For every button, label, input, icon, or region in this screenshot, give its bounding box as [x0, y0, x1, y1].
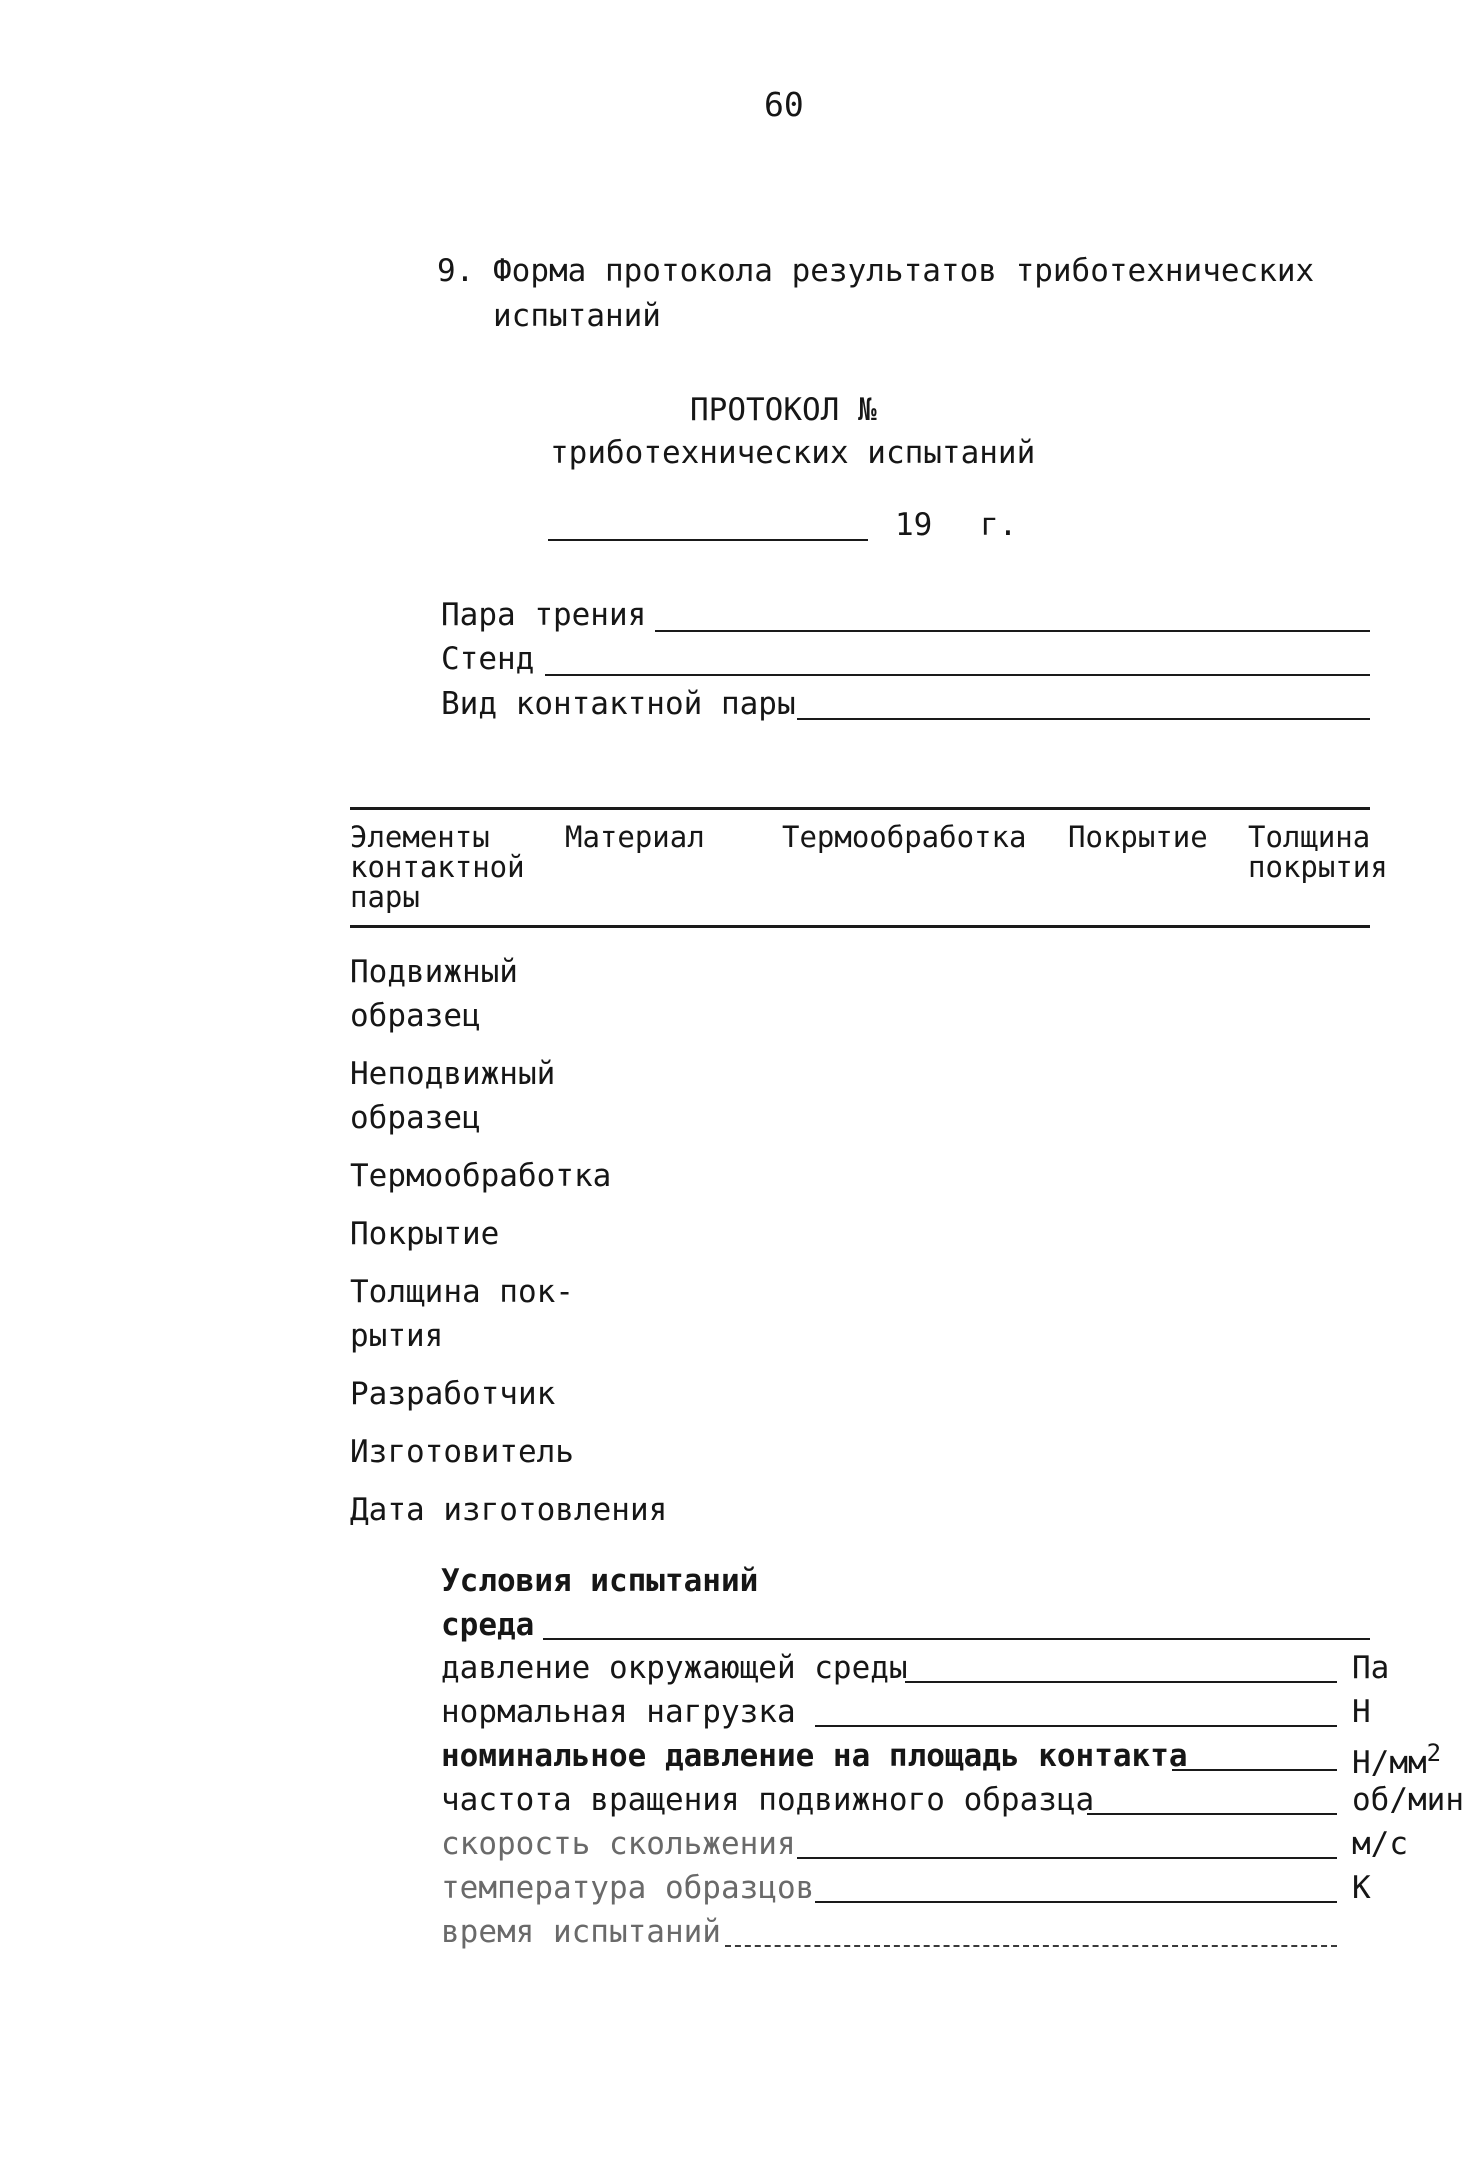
col-header-material: Материал — [565, 820, 705, 854]
table-header-bottom-rule — [350, 925, 1370, 928]
row-fixed-line2: образец — [350, 1100, 481, 1136]
unit-exponent: 2 — [1426, 1739, 1442, 1767]
protocol-subtitle: триботехнических испытаний — [550, 435, 1036, 471]
col-header-thickness-line1: Толщина — [1248, 820, 1371, 854]
condition-temperature-line — [815, 1901, 1337, 1903]
col-header-thickness — [1248, 822, 1388, 882]
col-header-coating: Покрытие — [1068, 820, 1208, 854]
conditions-title: Условия испытаний — [441, 1563, 759, 1599]
protocol-title: ПРОТОКОЛ № — [690, 392, 877, 428]
unit-n-per-mm: Н/мм — [1352, 1745, 1427, 1781]
condition-medium: среда — [441, 1607, 535, 1643]
condition-sliding-speed: скорость скольжения — [441, 1826, 796, 1862]
condition-sliding-speed-line — [797, 1857, 1337, 1859]
row-moving-line2: образец — [350, 998, 481, 1034]
unit-rpm: об/мин — [1352, 1782, 1464, 1818]
row-moving-sample — [350, 950, 518, 1038]
condition-test-time: время испытаний — [441, 1914, 721, 1950]
friction-pair-line — [655, 630, 1370, 632]
condition-rotation: частота вращения подвижного образца — [441, 1782, 1095, 1818]
row-manufacturer: Изготовитель — [350, 1434, 574, 1470]
unit-n: Н — [1352, 1694, 1371, 1730]
date-year-suffix: г. — [980, 507, 1018, 543]
unit-m-per-s: м/с — [1352, 1826, 1408, 1862]
condition-test-time-line — [725, 1945, 1337, 1947]
row-heat-treatment: Термообработка — [350, 1158, 612, 1194]
condition-ambient-pressure-line — [905, 1681, 1337, 1683]
row-moving-line1: Подвижный — [350, 954, 518, 990]
row-fixed-line1: Неподвижный — [350, 1056, 556, 1092]
condition-normal-load-line — [815, 1725, 1337, 1727]
col-header-elements-line3: пары — [350, 880, 420, 914]
unit-k: К — [1352, 1870, 1371, 1906]
condition-rotation-line — [1087, 1813, 1337, 1815]
condition-medium-line — [543, 1638, 1370, 1640]
unit-n-per-mm2 — [1352, 1741, 1441, 1779]
row-thickness-line1: Толщина пок- — [350, 1274, 574, 1310]
unit-pa: Па — [1352, 1650, 1390, 1686]
date-blank-line — [548, 539, 868, 541]
date-year: 19 — [895, 507, 933, 543]
stand-line — [545, 674, 1370, 676]
row-thickness-line2: рытия — [350, 1318, 444, 1354]
condition-nominal-pressure: номинальное давление на площадь контакта — [441, 1738, 1188, 1774]
table-top-rule — [350, 807, 1370, 810]
col-header-heat-treatment: Термообработка — [782, 820, 1027, 854]
contact-pair-type-line — [797, 718, 1370, 720]
contact-pair-type-label: Вид контактной пары — [441, 686, 796, 722]
row-coating-thickness — [350, 1270, 574, 1358]
section-heading-line1: 9. Форма протокола результатов триботехнических — [437, 253, 1315, 289]
row-fixed-sample — [350, 1052, 555, 1140]
condition-nominal-pressure-line — [1172, 1769, 1337, 1771]
col-header-elements-line2: контактной — [350, 850, 525, 884]
col-header-elements — [350, 822, 525, 912]
row-developer: Разработчик — [350, 1376, 556, 1412]
page-number: 60 — [764, 85, 804, 124]
section-heading — [437, 249, 1314, 339]
condition-temperature: температура образцов — [441, 1870, 815, 1906]
row-coating: Покрытие — [350, 1216, 500, 1252]
row-date-made: Дата изготовления — [350, 1492, 668, 1528]
col-header-thickness-line2: покрытия — [1248, 850, 1388, 884]
condition-normal-load: нормальная нагрузка — [441, 1694, 796, 1730]
stand-label: Стенд — [441, 641, 535, 677]
friction-pair-label: Пара трения — [441, 597, 647, 633]
section-heading-line2: испытаний — [493, 298, 661, 334]
condition-ambient-pressure: давление окружающей среды — [441, 1650, 908, 1686]
col-header-elements-line1: Элементы — [350, 820, 490, 854]
